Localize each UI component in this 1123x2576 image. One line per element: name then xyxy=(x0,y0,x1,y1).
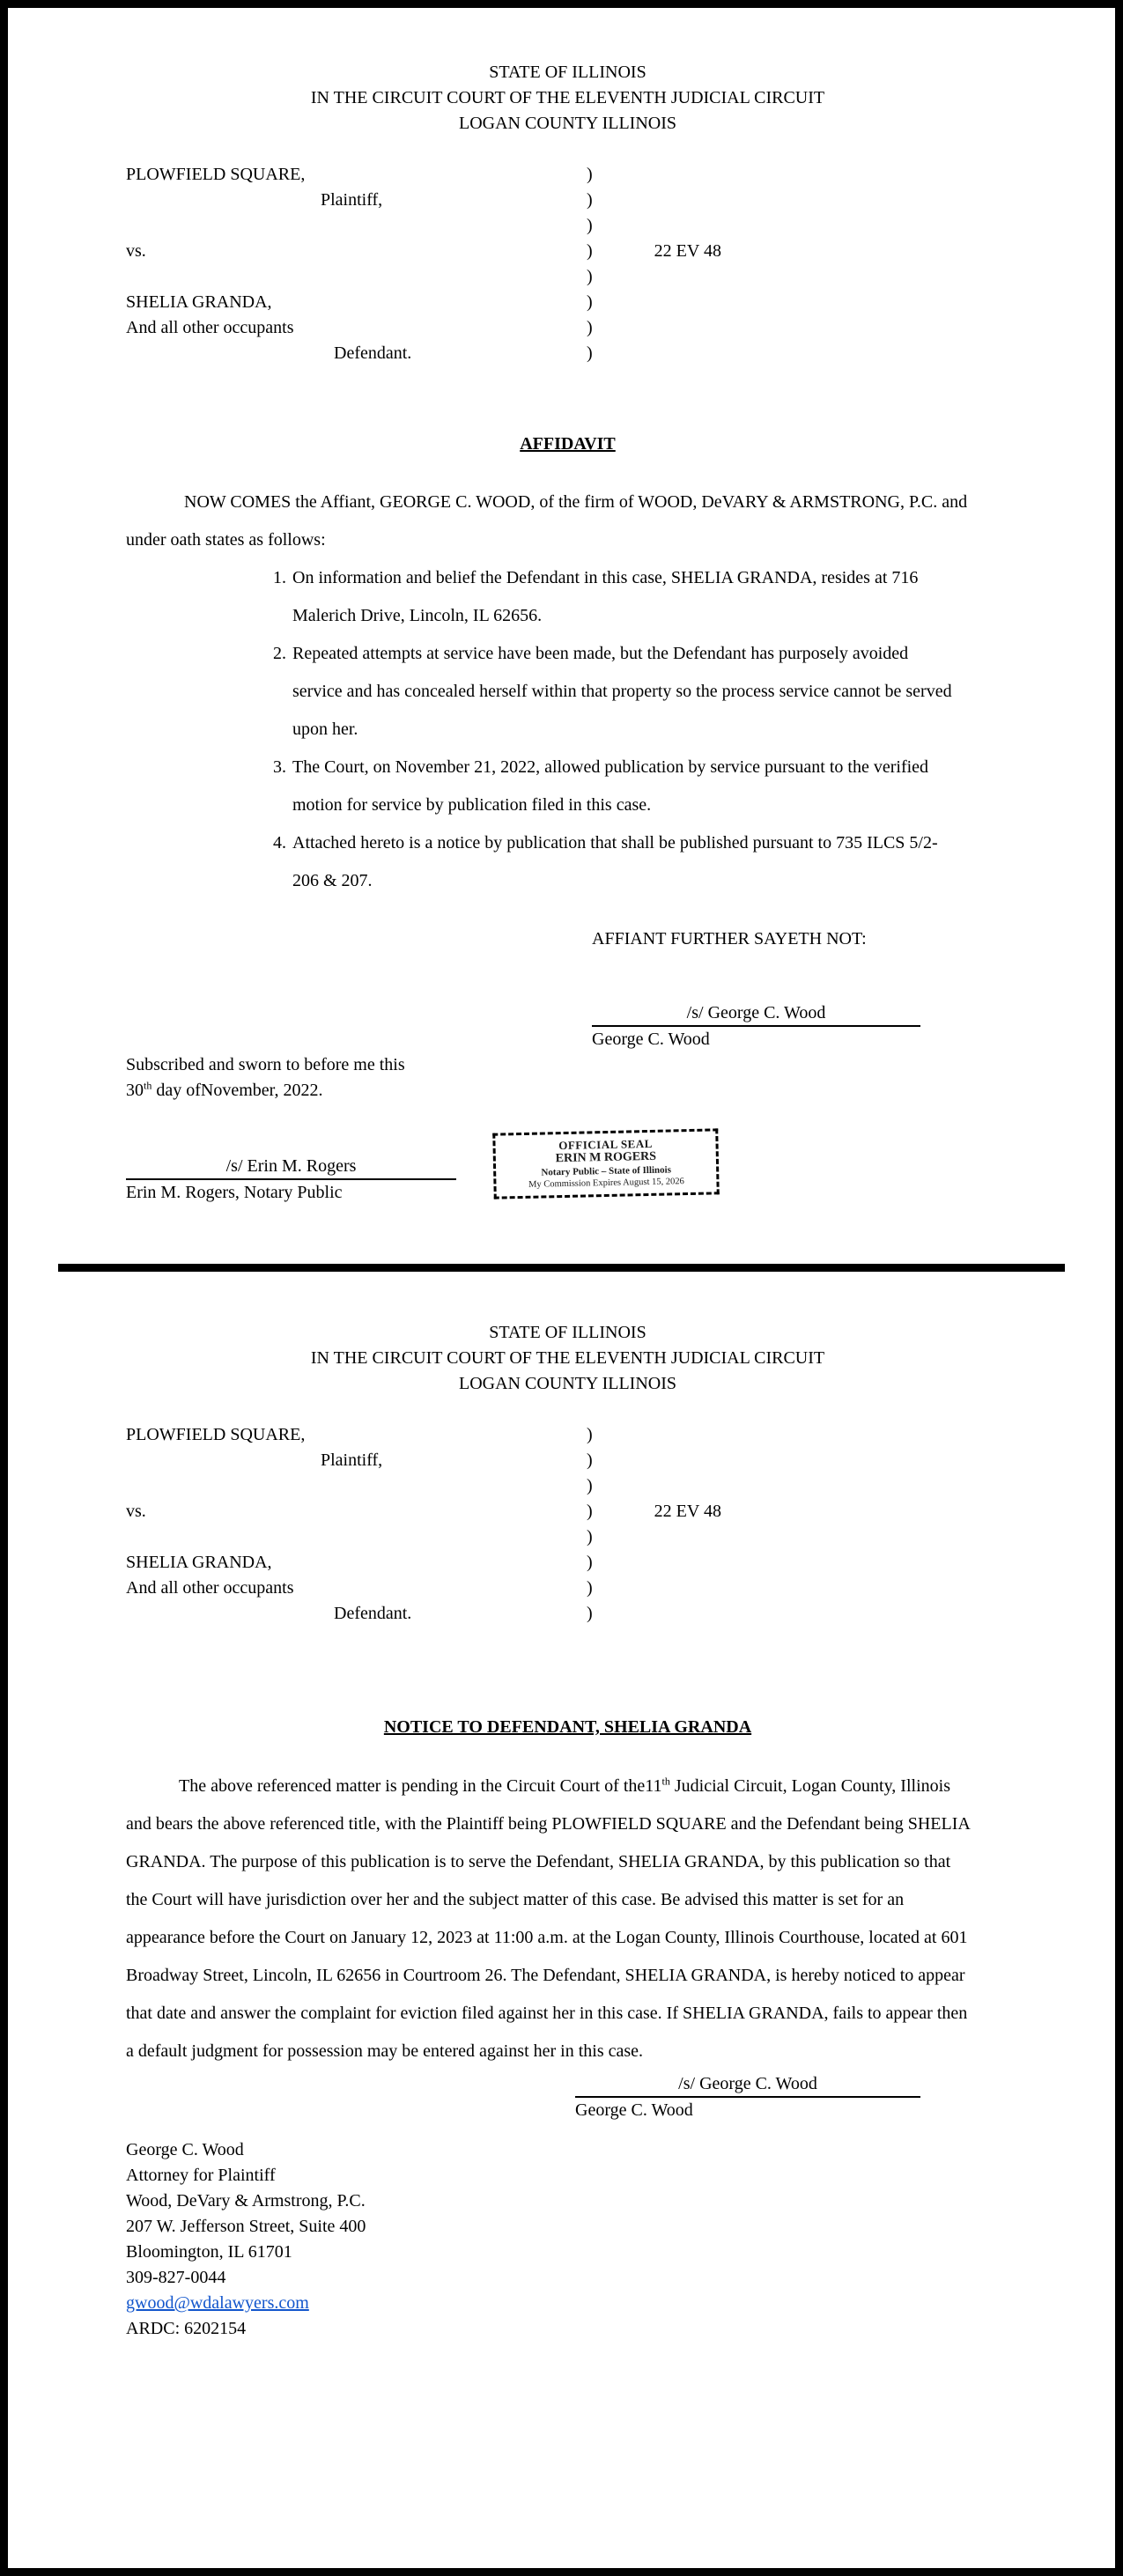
court-header xyxy=(126,60,1009,137)
caption-spacer xyxy=(126,213,587,239)
party-name: SHELIA GRANDA, xyxy=(126,1553,272,1572)
attorney-line: Wood, DeVary & Armstrong, P.C. xyxy=(126,2191,366,2211)
party-role: Plaintiff, xyxy=(321,1450,383,1470)
caption-row xyxy=(126,1473,1009,1499)
court-header xyxy=(126,1320,1009,1397)
stamp-line: ERIN M ROGERS xyxy=(555,1149,657,1166)
stamp-line: OFFICIAL SEAL xyxy=(558,1136,653,1153)
case-number: 22 EV 48 xyxy=(654,1502,721,1521)
caption-paren: ) xyxy=(587,267,593,286)
affidavit-page xyxy=(8,60,1115,1225)
affiant-signature-block xyxy=(592,1001,920,1052)
notice-title: NOTICE TO DEFENDANT, SHELIA GRANDA xyxy=(383,1717,752,1737)
caption-row xyxy=(126,1524,1009,1550)
court-header-line: IN THE CIRCUIT COURT OF THE ELEVENTH JUDICIAL CIRCUIT xyxy=(310,88,825,107)
caption-row xyxy=(126,1499,1009,1524)
signature-line: /s/ George C. Wood xyxy=(592,1001,920,1027)
case-caption xyxy=(126,162,1009,366)
sworn-line xyxy=(126,1078,531,1103)
caption-spacer xyxy=(126,1473,587,1499)
caption-paren: ) xyxy=(587,318,593,337)
attorney-line: George C. Wood xyxy=(126,2140,244,2159)
versus-label: vs. xyxy=(126,1502,146,1521)
caption-row xyxy=(126,1448,1009,1473)
caption-row xyxy=(126,1550,1009,1576)
affidavit-list xyxy=(258,559,960,900)
caption-row xyxy=(126,341,1009,366)
affidavit-intro: NOW COMES the Affiant, GEORGE C. WOOD, of the firm of WOOD, DeVARY & ARMSTRONG, P.C. and under oath states as follows: xyxy=(126,492,968,550)
signature-line: /s/ George C. Wood xyxy=(575,2072,920,2098)
caption-paren: ) xyxy=(587,1502,593,1521)
signature-name: George C. Wood xyxy=(592,1030,710,1049)
party-name: SHELIA GRANDA, xyxy=(126,292,272,312)
notary-name: Erin M. Rogers, Notary Public xyxy=(126,1183,343,1202)
sworn-line: Subscribed and sworn to before me this xyxy=(126,1055,405,1074)
caption-row xyxy=(126,188,1009,213)
party-role: Defendant. xyxy=(334,343,412,363)
notary-stamp xyxy=(492,1128,720,1199)
notice-ordinal: th xyxy=(661,1775,670,1788)
caption-row xyxy=(126,162,1009,188)
notary-signature-block xyxy=(126,1155,456,1206)
party-name: And all other occupants xyxy=(126,1578,294,1598)
attorney-block xyxy=(126,2137,1009,2342)
court-header-line: STATE OF ILLINOIS xyxy=(489,63,646,82)
court-header-line: LOGAN COUNTY ILLINOIS xyxy=(458,1374,676,1393)
affidavit-item: 1. On information and belief the Defendant in this case, SHELIA GRANDA, resides at 716 Malerich Drive, Lincoln, IL 62656. xyxy=(291,559,960,635)
attorney-line: Bloomington, IL 61701 xyxy=(126,2242,292,2262)
page-divider xyxy=(58,1264,1065,1272)
notice-page xyxy=(8,1320,1115,2342)
sworn-statement xyxy=(126,1052,531,1103)
party-role: Plaintiff, xyxy=(321,190,383,210)
party-name: PLOWFIELD SQUARE, xyxy=(126,165,306,184)
caption-paren: ) xyxy=(587,343,593,363)
notary-signature-line: /s/ Erin M. Rogers xyxy=(126,1155,456,1180)
caption-row xyxy=(126,213,1009,239)
versus-label: vs. xyxy=(126,241,146,261)
caption-row xyxy=(126,264,1009,290)
notice-body-text: The above referenced matter is pending in the Circuit Court of the11 xyxy=(179,1776,662,1796)
caption-paren: ) xyxy=(587,216,593,235)
ardc-number: ARDC: 6202154 xyxy=(126,2319,247,2338)
party-name: And all other occupants xyxy=(126,318,294,337)
party-role: Defendant. xyxy=(334,1604,412,1623)
caption-row xyxy=(126,315,1009,341)
caption-paren: ) xyxy=(587,1604,593,1623)
signature-name: George C. Wood xyxy=(575,2100,693,2120)
stamp-line: Notary Public – State of Illinois xyxy=(541,1164,672,1178)
party-name: PLOWFIELD SQUARE, xyxy=(126,1425,306,1444)
caption-paren: ) xyxy=(587,1476,593,1495)
affiant-closing: AFFIANT FURTHER SAYETH NOT: xyxy=(592,929,867,948)
caption-paren: ) xyxy=(587,1527,593,1546)
caption-paren: ) xyxy=(587,165,593,184)
caption-row xyxy=(126,1601,1009,1627)
affidavit-item: 4. Attached hereto is a notice by publication that shall be published pursuant to 735 ILCS 5/2-206 & 207. xyxy=(291,824,960,900)
case-number: 22 EV 48 xyxy=(654,241,721,261)
affidavit-item: 3. The Court, on November 21, 2022, allowed publication by service pursuant to the verified motion for service by publication filed in this case. xyxy=(291,749,960,824)
court-header-line: IN THE CIRCUIT COURT OF THE ELEVENTH JUDICIAL CIRCUIT xyxy=(310,1348,825,1368)
caption-paren: ) xyxy=(587,292,593,312)
caption-spacer xyxy=(126,264,587,290)
notice-body xyxy=(126,1768,976,2070)
caption-row xyxy=(126,1576,1009,1601)
caption-row xyxy=(126,1422,1009,1448)
court-header-line: STATE OF ILLINOIS xyxy=(489,1323,646,1342)
email-link[interactable]: gwood@wdalawyers.com xyxy=(126,2293,309,2313)
caption-row xyxy=(126,290,1009,315)
attorney-line: 207 W. Jefferson Street, Suite 400 xyxy=(126,2217,366,2236)
sworn-ordinal: th xyxy=(144,1079,152,1092)
caption-spacer xyxy=(126,1524,587,1550)
sworn-date: day ofNovember, 2022. xyxy=(151,1081,323,1100)
attorney-line: Attorney for Plaintiff xyxy=(126,2166,276,2185)
caption-paren: ) xyxy=(587,190,593,210)
affidavit-item: 2. Repeated attempts at service have been made, but the Defendant has purposely avoided service and has concealed herself within that property so the process service cannot be served upon her. xyxy=(291,635,960,749)
sworn-day: 30 xyxy=(126,1081,144,1100)
caption-row xyxy=(126,239,1009,264)
caption-paren: ) xyxy=(587,1578,593,1598)
caption-paren: ) xyxy=(587,1553,593,1572)
notary-section xyxy=(126,1052,1009,1225)
caption-paren: ) xyxy=(587,1425,593,1444)
stamp-line: My Commission Expires August 15, 2026 xyxy=(528,1177,684,1190)
affidavit-title: AFFIDAVIT xyxy=(520,434,616,454)
caption-paren: ) xyxy=(587,1450,593,1470)
notice-body-text: Judicial Circuit, Logan County, Illinois and bears the above referenced title, with the Plaintiff being PLOWFIELD SQUARE and the Defendant being SHELIA GRANDA. The purpose of this publication is to serve the Defendant, SHELIA GRANDA, by this publication so that the Court will have jurisdiction over her and the subject matter of this case. Be advised this matter is set for an appearance before the Court on January 12, 2023 at 11:00 a.m. at the Logan County, Illinois Courthouse, located at 601 Broadway Street, Lincoln, IL 62656 in Courtroom 26. The Defendant, SHELIA GRANDA, is hereby noticed to appear that date and answer the complaint for eviction filed against her in this case. If SHELIA GRANDA, fails to appear then a default judgment for possession may be entered against her in this case. xyxy=(126,1776,970,2061)
notice-signature-block xyxy=(575,2072,920,2123)
caption-paren: ) xyxy=(587,241,593,261)
case-caption xyxy=(126,1422,1009,1627)
court-header-line: LOGAN COUNTY ILLINOIS xyxy=(458,114,676,133)
attorney-phone: 309-827-0044 xyxy=(126,2268,226,2287)
